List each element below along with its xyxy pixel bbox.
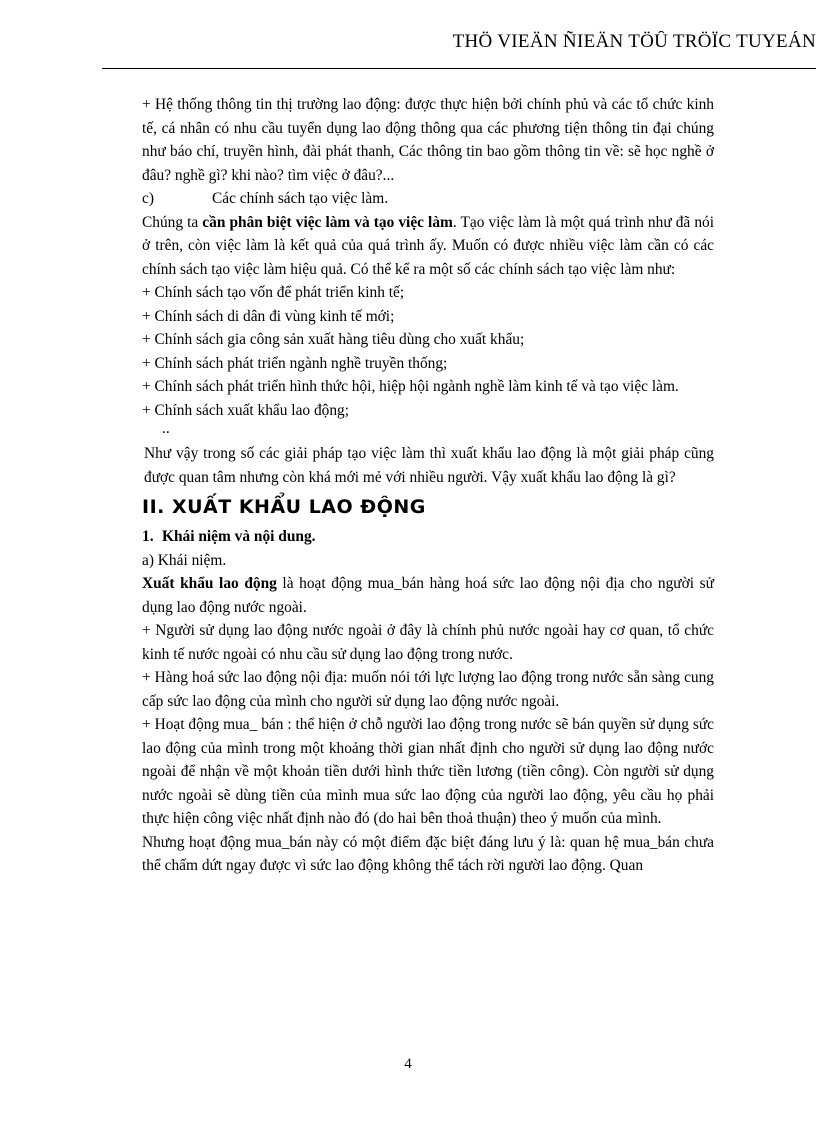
list-marker: c) (142, 190, 154, 207)
sub-heading-number: 1. (142, 528, 154, 545)
header-divider (102, 68, 816, 69)
list-item-text: Các chính sách tạo việc làm. (212, 190, 389, 207)
policy-item: + Chính sách xuất khẩu lao động; (142, 401, 350, 419)
definition-text: là hoạt động mua_bán hàng hoá sức lao động nội địa cho người sử dụng lao động nước ngoài. (142, 575, 714, 616)
intro-lead-text: Chúng ta (142, 213, 203, 231)
intro-rest-text: . Tạo việc làm là một quá trình như đã nói ở trên, còn việc làm là kết quả của quá trình ấy. Muốn có được nhiều việc làm cần có các chính sách tạo việc làm hiệu quả. Có thể kể ra một số các chính sách tạo việc làm như: (142, 213, 714, 278)
paragraph-activity: + Hoạt động mua_ bán : thể hiện ở chỗ người lao động trong nước sẽ bán quyền sử dụng sức lao động của mình trong một khoảng thời gian nhất định cho người sử dụng lao động nước ngoài để nhận về một khoản tiền dưới hình thức tiền lương (tiền công). Còn người sử dụng nước ngoài sẽ dùng tiền của mình mua sức lao động của người lao động, yêu cầu họ phải thực hiện công việc nhất định nào đó (do hai bên thoả thuận) theo ý muốn của mình. (142, 716, 714, 827)
section-heading: II. XUẤT KHẨU LAO ĐỘNG (142, 496, 426, 518)
policy-item: + Chính sách phát triển hình thức hội, hiệp hội ngành nghề làm kinh tế và tạo việc làm. (142, 378, 679, 395)
paragraph-definition (142, 572, 714, 619)
intro-bold-text: cần phân biệt việc làm và tạo việc làm (202, 213, 453, 231)
paragraph-intro (142, 211, 714, 282)
page-body (142, 93, 714, 878)
paragraph-special: Nhưng hoạt động mua_bán này có một điểm đặc biệt đáng lưu ý là: quan hệ mua_bán chưa thể chấm dứt ngay được vì sức lao động không thể tách rời người lao động. Quan (142, 833, 714, 874)
sub-section-a: a) Khái niệm. (142, 551, 227, 569)
paragraph-summary: Như vậy trong số các giải pháp tạo việc làm thì xuất khẩu lao động là một giải pháp cũng được quan tâm nhưng còn khá mới mẻ với nhiều người. Vậy xuất khẩu lao động là gì? (144, 445, 714, 486)
list-item-c (142, 187, 714, 211)
policy-item: + Chính sách phát triển ngành nghề truyền thống; (142, 354, 448, 372)
paragraph-info-system: + Hệ thống thông tin thị trường lao động: được thực hiện bởi chính phủ và các tổ chức kinh tế, cá nhân có nhu cầu tuyển dụng lao động thông qua các phương tiện thông tin đại chúng như báo chí, truyền hình, đài phát thanh, Các thông tin bao gồm thông tin về: sẽ học nghề ở đâu? nghề gì? khi nào? tìm việc ở đâu?... (142, 96, 714, 184)
paragraph-employer: + Người sử dụng lao động nước ngoài ở đây là chính phủ nước ngoài hay cơ quan, tổ chức kinh tế nước ngoài có nhu cầu sử dụng lao động trong nước. (142, 622, 714, 663)
policy-item: + Chính sách gia công sản xuất hàng tiêu dùng cho xuất khẩu; (142, 331, 525, 348)
sub-heading-text: Khái niệm và nội dung. (162, 528, 316, 545)
sub-heading (142, 525, 714, 549)
policy-item: + Chính sách tạo vốn để phát triển kinh tế; (142, 284, 405, 301)
ellipsis: .. (162, 420, 170, 437)
paragraph-goods: + Hàng hoá sức lao động nội địa: muốn nói tới lực lượng lao động trong nước sẵn sàng cung cấp sức lao động của mình cho người sử dụng lao động nước ngoài. (142, 669, 714, 710)
policy-item: + Chính sách di dân đi vùng kinh tế mới; (142, 307, 395, 325)
running-header-title: THÖ VIEÄN ÑIEÄN TÖÛ TRÖÏC TUYEÁN (452, 31, 816, 52)
page-number: 4 (404, 1056, 412, 1072)
definition-term: Xuất khẩu lao động (142, 575, 277, 592)
